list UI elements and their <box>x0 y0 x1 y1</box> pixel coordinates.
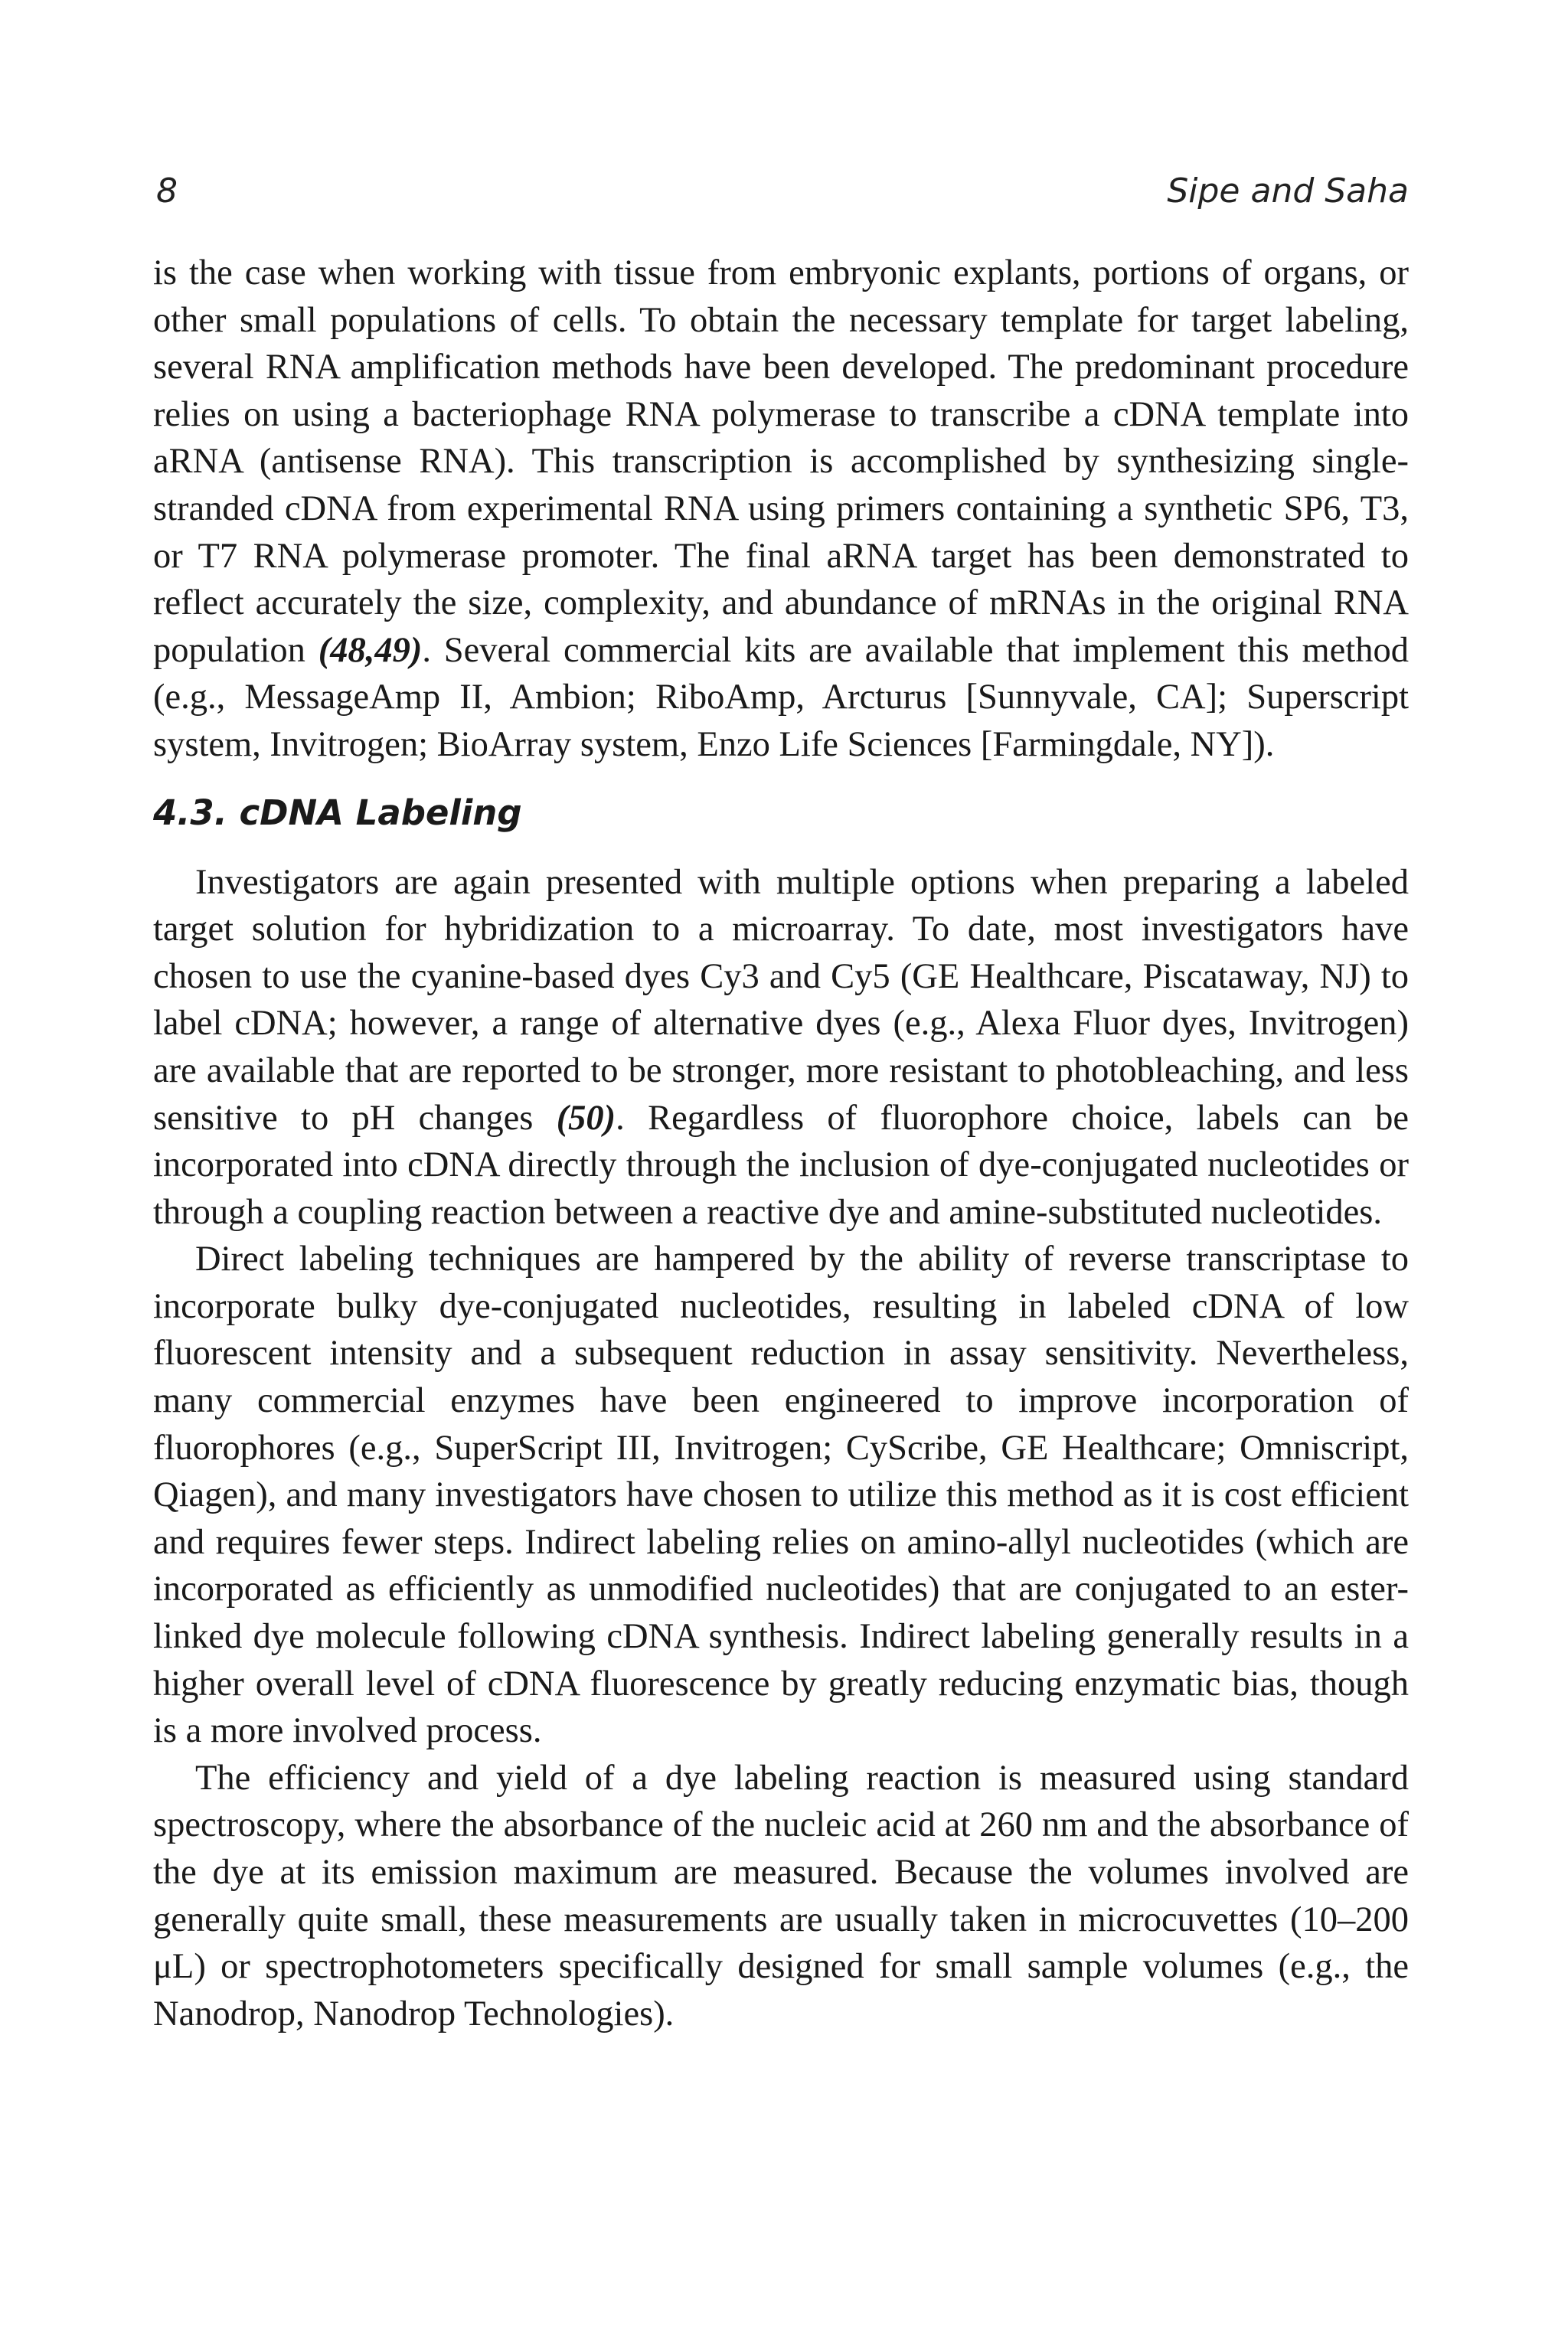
paragraph-2-text-a: Investigators are again presented with multiple options when preparing a labeled target solution for hybridization to a microarray. To date, most investigators have chosen to use the cyanine-based dyes Cy3 and Cy5 (GE Healthcare, Piscataway, NJ) to label cDNA; however, a range of alternative dyes (e.g., Alexa Fluor dyes, Invitrogen) are available that are reported to be stronger, more resistant to photobleaching, and less sensitive to pH changes <box>153 862 1409 1138</box>
paragraph-1 <box>153 250 1409 769</box>
running-head-authors: Sipe and Saha <box>1167 172 1409 211</box>
running-head <box>153 168 1409 214</box>
paragraph-1-text-b: . Several commercial kits are available that implement this method (e.g., MessageAmp II, Ambion; RiboAmp, Arcturus [Sunnyvale, CA]; Superscript system, Invitrogen; BioArray system, Enzo Life Sciences [Farmingdale, NY]). <box>153 630 1409 764</box>
section-heading: 4.3. cDNA Labeling <box>153 792 522 833</box>
paragraph-2-text-b: . Regardless of fluorophore choice, labels can be incorporated into cDNA directly through the inclusion of dye-conjugated nucleotides or through a coupling reaction between a reactive dye and amine-substituted nucleotides. <box>153 1098 1409 1232</box>
body-text <box>153 250 1409 2037</box>
paragraph-1-text-a: is the case when working with tissue from embryonic explants, portions of organs, or other small populations of cells. To obtain the necessary template for target labeling, several RNA amplification methods have been developed. The predominant procedure relies on using a bacteriophage RNA polymerase to transcribe a cDNA template into aRNA (antisense RNA). This transcription is accomplished by synthesizing single-stranded cDNA from experimental RNA using primers containing a synthetic SP6, T3, or T7 RNA polymerase promoter. The final aRNA target has been demonstrated to reflect accurately the size, complexity, and abundance of mRNAs in the original RNA population <box>153 253 1409 670</box>
book-page <box>153 168 1409 2037</box>
paragraph-2 <box>153 859 1409 1236</box>
paragraph-3: Direct labeling techniques are hampered by the ability of reverse transcriptase to incorporate bulky dye-conjugated nucleotides, resulting in labeled cDNA of low fluorescent intensity and a subsequent reduction in assay sensitivity. Nevertheless, many commercial enzymes have been engineered to improve incorporation of fluorophores (e.g., SuperScript III, Invitrogen; CyScribe, GE Healthcare; Omniscript, Qiagen), and many investigators have chosen to utilize this method as it is cost efficient and requires fewer steps. Indirect labeling relies on amino-allyl nucleotides (which are incorporated as efficiently as unmodified nucleotides) that are conjugated to an ester-linked dye molecule following cDNA synthesis. Indirect labeling generally results in a higher overall level of cDNA fluorescence by greatly reducing enzymatic bias, though is a more involved process. <box>153 1240 1409 1751</box>
paragraph-4: The efficiency and yield of a dye labeling reaction is measured using standard spectroscopy, where the absorbance of the nucleic acid at 260 nm and the absorbance of the dye at its emission maximum are measured. Because the volumes involved are generally quite small, these measurements are usually taken in microcuvettes (10–200 μL) or spectrophotometers specifically designed for small sample volumes (e.g., the Nanodrop, Nanodrop Technologies). <box>153 1758 1409 2034</box>
citation-48-49: (48,49) <box>318 630 423 670</box>
citation-50: (50) <box>556 1098 616 1138</box>
page-number: 8 <box>156 172 178 211</box>
